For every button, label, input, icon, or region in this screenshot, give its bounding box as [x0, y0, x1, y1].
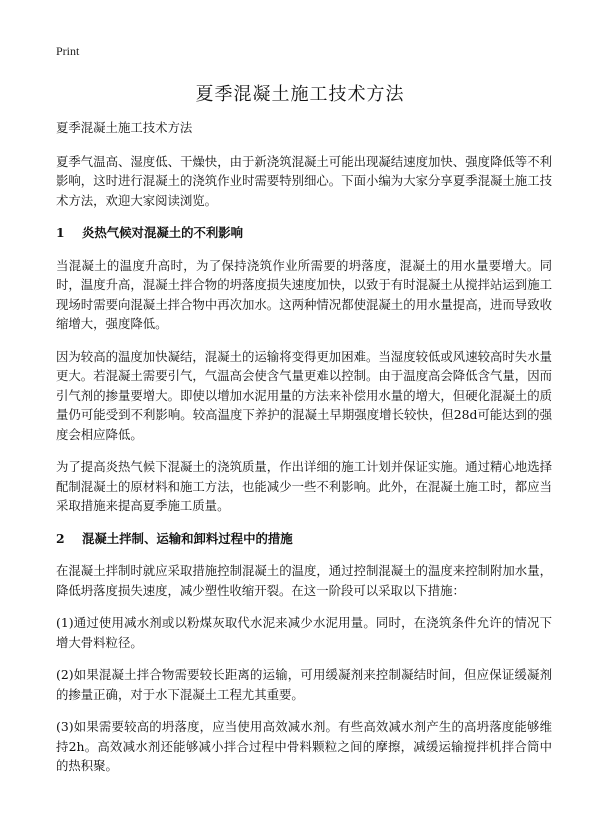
document-body: [56, 118, 552, 789]
section-2-paragraph-3: (2)如果混凝土拌合物需要较长距离的运输，可用缓凝剂来控制凝结时间，但应保证缓凝剂的掺量正确，对于水下混凝土工程尤其重要。: [56, 667, 552, 702]
print-link[interactable]: Print: [56, 44, 80, 58]
section-2-number: 2: [56, 530, 65, 546]
section-1-title: 炎热气候对混凝土的不利影响: [82, 225, 244, 240]
section-2-paragraph-1: 在混凝土拌制时就应采取措施控制混凝土的温度，通过控制混凝土的温度来控制附加水量，降低坍落度损失速度，减少塑性收缩开裂。在这一阶段可以采取以下措施：: [56, 563, 552, 598]
document-title: 夏季混凝土施工技术方法: [195, 84, 405, 105]
section-2-heading: [56, 529, 552, 549]
section-1-paragraph-3: 为了提高炎热气候下混凝土的浇筑质量，作出详细的施工计划并保证实施。通过精心地选择配制混凝土的原材料和施工方法，也能减少一些不利影响。此外，在混凝土施工时，都应当采取措施来提高夏季施工质量。: [56, 459, 552, 513]
document-subtitle: 夏季混凝土施工技术方法: [56, 120, 193, 135]
section-2-title: 混凝土拌制、运输和卸料过程中的措施: [82, 530, 293, 546]
section-1-paragraph-1: 当混凝土的温度升高时，为了保持浇筑作业所需要的坍落度，混凝土的用水量要增大。同时，温度升高，混凝土拌合物的坍落度损失速度加快，以致于有时混凝土从搅拌站运到施工现场时需要向混凝土拌合物中再次加水。这两种情况都使混凝土的用水量提高，进而导致收缩增大，强度降低。: [56, 257, 552, 331]
section-2-paragraph-4: (3)如果需要较高的坍落度，应当使用高效减水剂。有些高效减水剂产生的高坍落度能够维持2h。高效减水剂还能够减小拌合过程中骨料颗粒之间的摩擦，减缓运输搅拌机拌合筒中的热积聚。: [56, 719, 552, 773]
section-1-number: 1: [56, 225, 65, 240]
section-1-paragraph-2: 因为较高的温度加快凝结，混凝土的运输将变得更加困难。当湿度较低或风速较高时失水量更大。若混凝土需要引气，气温高会使含气量更难以控制。由于温度高会降低含气量，因而引气剂的掺量要增大。即使以增加水泥用量的方法来补偿用水量的增大，但硬化混凝土的质量仍可能受到不利影响。较高温度下养护的混凝土早期强度增长较快，但28d可能达到的强度会相应降低。: [56, 348, 552, 442]
intro-paragraph: 夏季气温高、湿度低、干燥快，由于新浇筑混凝土可能出现凝结速度加快、强度降低等不利影响，这时进行混凝土的浇筑作业时需要特别细心。下面小编为大家分享夏季混凝土施工技术方法，欢迎大家阅读浏览。: [56, 153, 552, 208]
section-1-heading: [56, 223, 552, 243]
section-2-paragraph-2: (1)通过使用减水剂或以粉煤灰取代水泥来减少水泥用量。同时，在浇筑条件允许的情况下增大骨料粒径。: [56, 615, 552, 650]
